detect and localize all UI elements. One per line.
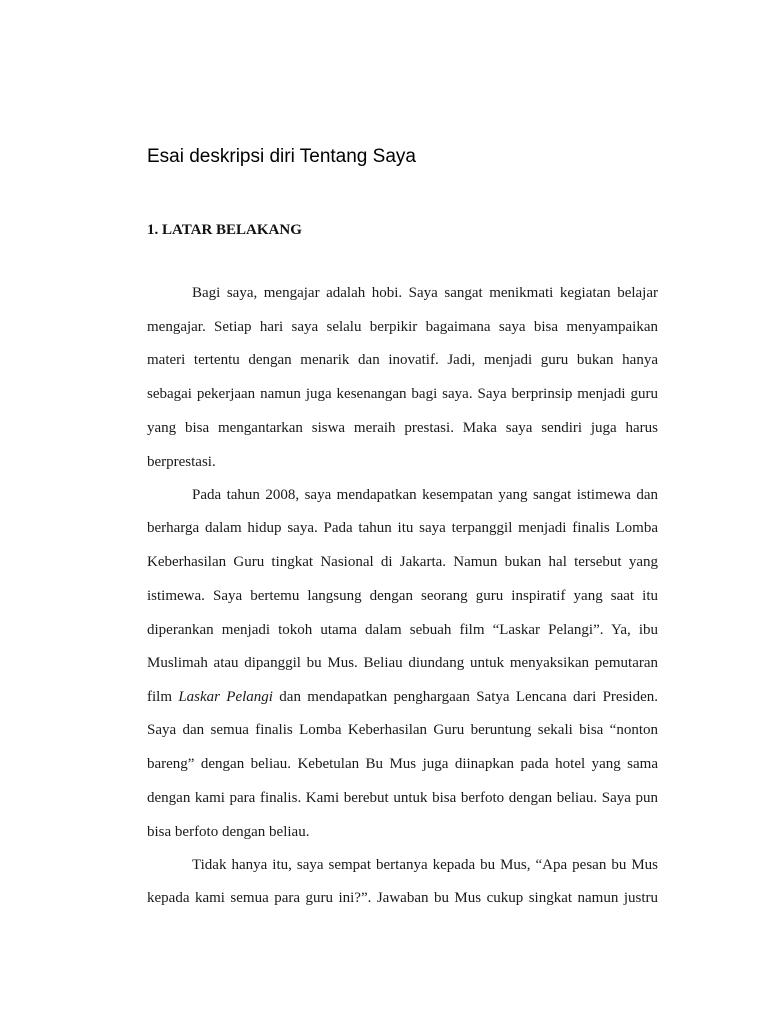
paragraph-2-line-5: diperankan menjadi tokoh utama dalam sebuah film “Laskar Pelangi”. Ya, ibu: [147, 622, 658, 638]
paragraph-2-line-1: Pada tahun 2008, saya mendapatkan kesempatan yang sangat istimewa dan: [192, 487, 658, 503]
paragraph-2-line-3: Keberhasilan Guru tingkat Nasional di Jakarta. Namun bukan hal tersebut yang: [147, 554, 658, 570]
paragraph-1-line-6: berprestasi.: [147, 454, 216, 470]
paragraph-3-line-1: Tidak hanya itu, saya sempat bertanya kepada bu Mus, “Apa pesan bu Mus: [192, 857, 658, 873]
paragraph-3-line-2: kepada kami semua para guru ini?”. Jawaban bu Mus cukup singkat namun justru: [147, 890, 658, 906]
paragraph-2-line-4: istimewa. Saya bertemu langsung dengan seorang guru inspiratif yang saat itu: [147, 588, 658, 604]
paragraph-2-line-9: bareng” dengan beliau. Kebetulan Bu Mus juga diinapkan pada hotel yang sama: [147, 756, 658, 772]
paragraph-1-line-4: sebagai pekerjaan namun juga kesenangan bagi saya. Saya berprinsip menjadi guru: [147, 386, 658, 402]
paragraph-1-line-1: Bagi saya, mengajar adalah hobi. Saya sangat menikmati kegiatan belajar: [192, 285, 658, 301]
paragraph-2-line-2: berharga dalam hidup saya. Pada tahun itu saya terpanggil menjadi finalis Lomba: [147, 520, 658, 536]
paragraph-2-line-8: Saya dan semua finalis Lomba Keberhasilan Guru beruntung sekali bisa “nonton: [147, 722, 658, 738]
document-title: Esai deskripsi diri Tentang Saya: [147, 146, 416, 167]
paragraph-1-line-3: materi tertentu dengan menarik dan inovatif. Jadi, menjadi guru bukan hanya: [147, 352, 658, 368]
paragraph-2-line-10: dengan kami para finalis. Kami berebut untuk bisa berfoto dengan beliau. Saya pun: [147, 790, 658, 806]
film-line-after: dan mendapatkan penghargaan Satya Lencana dari Presiden.: [272, 689, 658, 705]
paragraph-2-line-11: bisa berfoto dengan beliau.: [147, 824, 310, 840]
film-title-italic: Laskar Pelangi: [178, 689, 273, 705]
section-heading: 1. LATAR BELAKANG: [147, 222, 302, 238]
paragraph-2-line-7: [147, 687, 658, 707]
film-line-before: film: [147, 689, 179, 705]
paragraph-2-line-6: Muslimah atau dipanggil bu Mus. Beliau diundang untuk menyaksikan pemutaran: [147, 655, 658, 671]
paragraph-1-line-5: yang bisa mengantarkan siswa meraih prestasi. Maka saya sendiri juga harus: [147, 420, 658, 436]
paragraph-1-line-2: mengajar. Setiap hari saya selalu berpikir bagaimana saya bisa menyampaikan: [147, 319, 658, 335]
